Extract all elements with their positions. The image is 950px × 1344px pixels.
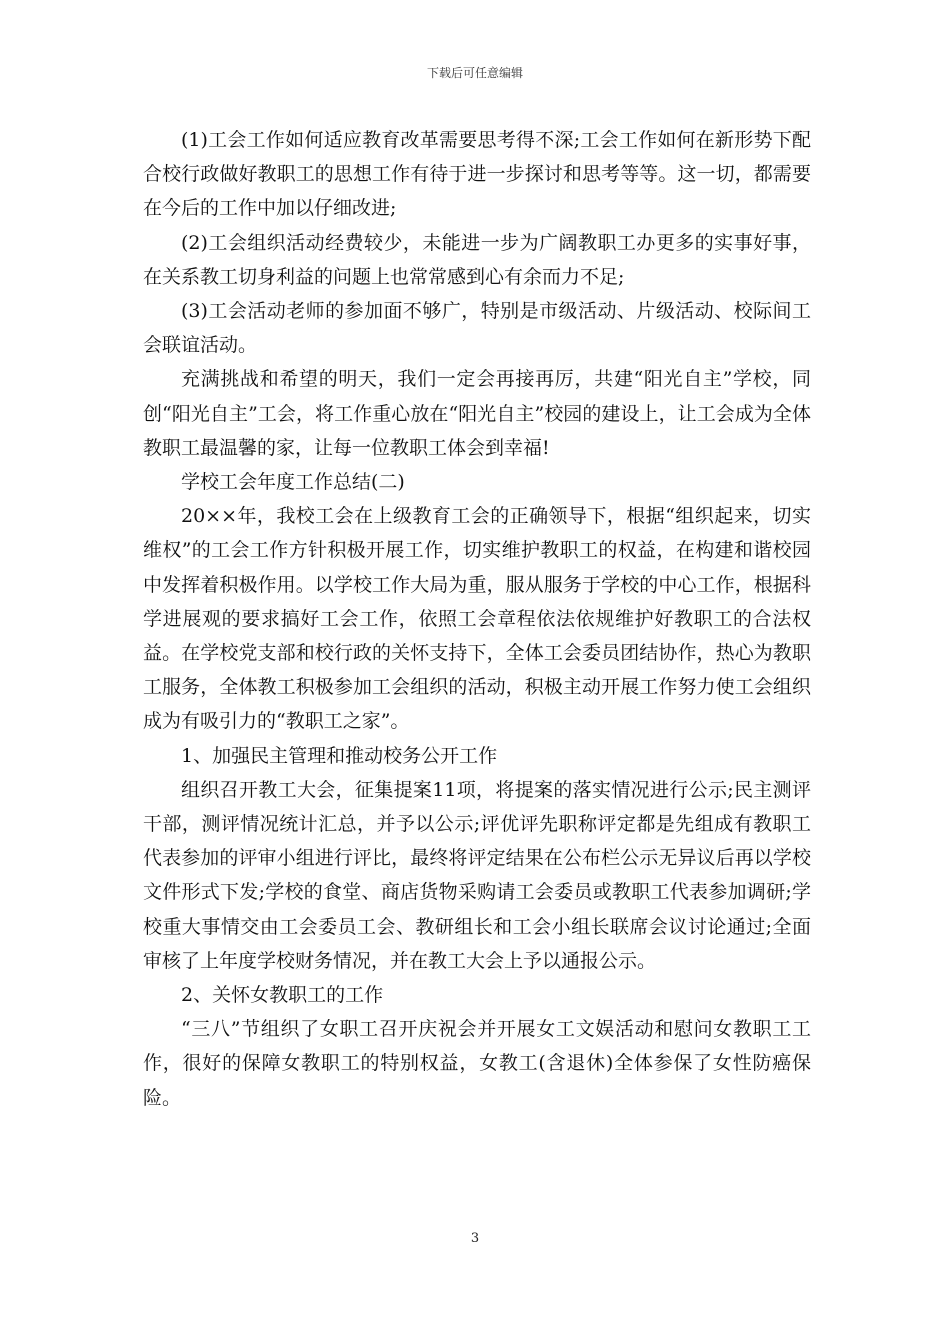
heading-female-staff: 2、关怀女教职工的工作 [181,984,384,1007]
page-header: 下载后可任意编辑 [426,66,523,80]
document-body [143,123,811,1115]
paragraph-democratic-management: 组织召开教工大会，征集提案11项，将提案的落实情况进行公示;民主测评干部，测评情况统计汇总，并予以公示;评优评先职称评定都是先组成有教职工代表参加的评审小组进行评比，最终将评定结果在公布栏公示无异议后再以学校文件形式下发;学校的食堂、商店货物采购请工会委员或教职工代表参加调研;学校重大事情交由工会委员工会、教研组长和工会小组长联席会议讨论通过;全面审核了上年度学校财务情况，并在教工大会上予以通报公示。 [143,778,811,972]
page-number: 3 [470,1231,480,1246]
paragraph-female-staff: “三八”节组织了女职工召开庆祝会并开展女工文娱活动和慰问女教职工工作，很好的保障女教职工的特别权益，女教工(含退休)全体参保了女性防癌保险。 [143,1018,811,1109]
paragraph-issue-3: (3)工会活动老师的参加面不够广，特别是市级活动、片级活动、校际间工会联谊活动。 [143,300,811,357]
heading-democratic-management: 1、加强民主管理和推动校务公开工作 [181,744,498,767]
paragraph-issue-2: (2)工会组织活动经费较少，未能进一步为广阔教职工办更多的实事好事，在关系教工切身利益的问题上也常常感到心有余而力不足; [143,231,811,288]
paragraph-issue-1: (1)工会工作如何适应教育改革需要思考得不深;工会工作如何在新形势下配合校行政做好教职工的思想工作有待于进一步探讨和思考等等。这一切，都需要在今后的工作中加以仔细改进; [143,129,811,220]
paragraph-intro: 20××年，我校工会在上级教育工会的正确领导下，根据“组织起来，切实维权”的工会工作方针积极开展工作，切实维护教职工的权益，在构建和谐校园中发挥着积极作用。以学校工作大局为重，服从服务于学校的中心工作，根据科学进展观的要求搞好工会工作，依照工会章程依法依规维护好教职工的合法权益。在学校党支部和校行政的关怀支持下，全体工会委员团结协作，热心为教职工服务，全体教工积极参加工会组织的活动，积极主动开展工作努力使工会组织成为有吸引力的“教职工之家”。 [143,505,811,733]
paragraph-outlook: 充满挑战和希望的明天，我们一定会再接再厉，共建“阳光自主”学校，同创“阳光自主”工会，将工作重心放在“阳光自主”校园的建设上，让工会成为全体教职工最温馨的家，让每一位教职工体会到幸福! [143,368,811,459]
section-title: 学校工会年度工作总结(二) [181,471,405,494]
